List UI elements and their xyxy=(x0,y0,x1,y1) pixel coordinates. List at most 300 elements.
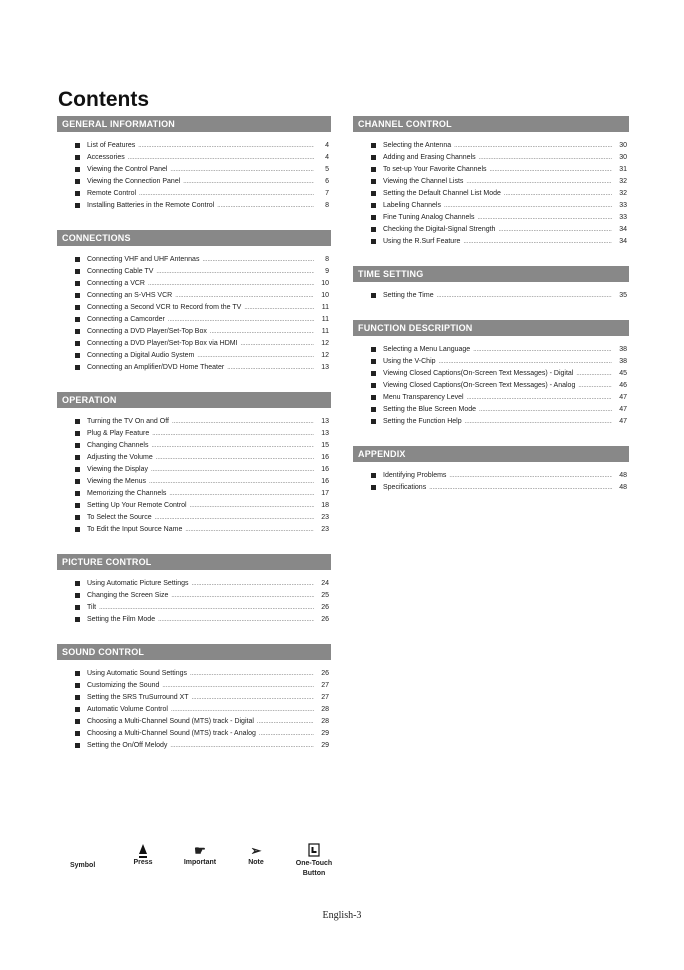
dot-leader xyxy=(175,290,314,302)
dot-leader xyxy=(151,464,314,476)
toc-entry[interactable] xyxy=(57,164,331,176)
toc-entry[interactable] xyxy=(57,716,331,728)
toc-entry-title: Setting the SRS TruSurround XT xyxy=(87,694,189,701)
toc-entry-title: Connecting a Camcorder xyxy=(87,316,165,323)
toc-entry-page-number: 17 xyxy=(321,490,329,497)
toc-entry-page-number: 28 xyxy=(321,706,329,713)
dot-leader xyxy=(138,140,314,152)
section-header: CHANNEL CONTROL xyxy=(353,116,629,132)
toc-entry[interactable] xyxy=(57,464,331,476)
toc-entry[interactable] xyxy=(57,602,331,614)
section-header: GENERAL INFORMATION xyxy=(57,116,331,132)
toc-entry-title: Memorizing the Channels xyxy=(87,490,167,497)
toc-entry-page-number: 47 xyxy=(619,418,627,425)
toc-entry-title: Connecting VHF and UHF Antennas xyxy=(87,256,200,263)
dot-leader xyxy=(152,428,314,440)
square-bullet-icon xyxy=(75,317,80,322)
dot-leader xyxy=(467,392,612,404)
dot-leader xyxy=(479,404,612,416)
toc-entry[interactable] xyxy=(57,428,331,440)
section-header: SOUND CONTROL xyxy=(57,644,331,660)
toc-section-time-setting xyxy=(353,266,629,302)
toc-entry-title: Connecting a Digital Audio System xyxy=(87,352,195,359)
square-bullet-icon xyxy=(75,329,80,334)
toc-entry[interactable] xyxy=(57,302,331,314)
toc-entry-title: To set-up Your Favorite Channels xyxy=(383,166,487,173)
toc-entry-page-number: 29 xyxy=(321,730,329,737)
toc-entry[interactable] xyxy=(57,350,331,362)
toc-entry-title: Specifications xyxy=(383,484,427,491)
toc-entry-page-number: 18 xyxy=(321,502,329,509)
dot-leader xyxy=(466,176,612,188)
dot-leader xyxy=(128,152,314,164)
toc-entry-page-number: 4 xyxy=(325,142,329,149)
toc-entry-page-number: 33 xyxy=(619,202,627,209)
toc-entry-title: Setting the Film Mode xyxy=(87,616,156,623)
toc-entry-page-number: 10 xyxy=(321,292,329,299)
toc-entry-page-number: 30 xyxy=(619,142,627,149)
toc-entry-title: Connecting a DVD Player/Set-Top Box via HDMI xyxy=(87,340,238,347)
toc-entry-list xyxy=(57,246,331,374)
toc-entry[interactable] xyxy=(353,404,629,416)
square-bullet-icon xyxy=(75,695,80,700)
toc-entry-page-number: 35 xyxy=(619,292,627,299)
square-bullet-icon xyxy=(75,581,80,586)
toc-entry[interactable] xyxy=(353,236,629,248)
toc-entry-page-number: 46 xyxy=(619,382,627,389)
toc-section-connections xyxy=(57,230,331,374)
toc-entry-title: Connecting an S-VHS VCR xyxy=(87,292,173,299)
toc-entry[interactable] xyxy=(57,680,331,692)
square-bullet-icon xyxy=(75,743,80,748)
toc-entry-title: Connecting a Second VCR to Record from the TV xyxy=(87,304,242,311)
toc-entry[interactable] xyxy=(353,176,629,188)
dot-leader xyxy=(169,488,314,500)
toc-entry[interactable] xyxy=(57,614,331,626)
dot-leader xyxy=(437,290,612,302)
dot-leader xyxy=(158,614,314,626)
square-bullet-icon xyxy=(75,617,80,622)
toc-entry[interactable] xyxy=(57,590,331,602)
toc-entry-page-number: 33 xyxy=(619,214,627,221)
square-bullet-icon xyxy=(75,365,80,370)
square-bullet-icon xyxy=(75,155,80,160)
dot-leader xyxy=(162,680,314,692)
toc-entry-page-number: 6 xyxy=(325,178,329,185)
dot-leader xyxy=(490,164,612,176)
square-bullet-icon xyxy=(75,455,80,460)
dot-leader xyxy=(465,416,612,428)
toc-entry[interactable] xyxy=(57,692,331,704)
toc-entry-title: Viewing the Control Panel xyxy=(87,166,168,173)
dot-leader xyxy=(190,500,314,512)
toc-entry-page-number: 38 xyxy=(619,358,627,365)
dot-leader xyxy=(576,368,612,380)
dot-leader xyxy=(155,512,314,524)
section-header: APPENDIX xyxy=(353,446,629,462)
toc-entry-title: Setting the Blue Screen Mode xyxy=(383,406,477,413)
square-bullet-icon xyxy=(371,293,376,298)
toc-entry-page-number: 45 xyxy=(619,370,627,377)
toc-entry[interactable] xyxy=(57,488,331,500)
dot-leader xyxy=(463,236,612,248)
toc-entry[interactable] xyxy=(57,440,331,452)
dot-leader xyxy=(170,740,314,752)
legend-symbol-label: Symbol xyxy=(70,862,96,869)
square-bullet-icon xyxy=(371,143,376,148)
toc-entry-page-number: 34 xyxy=(619,238,627,245)
toc-entry-page-number: 10 xyxy=(321,280,329,287)
toc-entry-title: Connecting a DVD Player/Set-Top Box xyxy=(87,328,207,335)
dot-leader xyxy=(217,200,314,212)
square-bullet-icon xyxy=(371,191,376,196)
toc-entry[interactable] xyxy=(57,512,331,524)
square-bullet-icon xyxy=(371,215,376,220)
toc-entry-page-number: 13 xyxy=(321,430,329,437)
toc-entry-title: To Edit the Input Source Name xyxy=(87,526,183,533)
toc-section-appendix xyxy=(353,446,629,494)
square-bullet-icon xyxy=(371,239,376,244)
square-bullet-icon xyxy=(75,605,80,610)
toc-entry-title: Viewing Closed Captions(On-Screen Text Messages) - Digital xyxy=(383,370,574,377)
dot-leader xyxy=(192,578,314,590)
toc-entry-page-number: 5 xyxy=(325,166,329,173)
toc-entry[interactable] xyxy=(353,368,629,380)
square-bullet-icon xyxy=(75,683,80,688)
toc-entry[interactable] xyxy=(57,452,331,464)
toc-entry-page-number: 26 xyxy=(321,604,329,611)
toc-entry-title: Selecting the Antenna xyxy=(383,142,452,149)
toc-entry-page-number: 23 xyxy=(321,526,329,533)
toc-entry-title: Selecting a Menu Language xyxy=(383,346,471,353)
toc-entry-page-number: 32 xyxy=(619,190,627,197)
dot-leader xyxy=(210,326,314,338)
square-bullet-icon xyxy=(75,257,80,262)
square-bullet-icon xyxy=(75,167,80,172)
dot-leader xyxy=(504,188,612,200)
toc-entry-title: Fine Tuning Analog Channels xyxy=(383,214,475,221)
dot-leader xyxy=(257,716,314,728)
toc-entry-title: Viewing the Channel Lists xyxy=(383,178,464,185)
toc-entry[interactable] xyxy=(57,152,331,164)
toc-entry[interactable] xyxy=(353,470,629,482)
toc-entry[interactable] xyxy=(57,140,331,152)
dot-leader xyxy=(454,140,612,152)
toc-entry-title: Customizing the Sound xyxy=(87,682,160,689)
press-arrow-icon xyxy=(128,843,158,859)
toc-entry[interactable] xyxy=(57,188,331,200)
square-bullet-icon xyxy=(75,305,80,310)
toc-entry-title: Checking the Digital-Signal Strength xyxy=(383,226,496,233)
legend-important: ☛ Important xyxy=(176,843,224,866)
dot-leader xyxy=(139,188,314,200)
square-bullet-icon xyxy=(75,269,80,274)
toc-entry-page-number: 8 xyxy=(325,202,329,209)
toc-entry-title: Plug & Play Feature xyxy=(87,430,150,437)
toc-entry[interactable] xyxy=(353,290,629,302)
dot-leader xyxy=(202,254,314,266)
square-bullet-icon xyxy=(75,179,80,184)
square-bullet-icon xyxy=(75,731,80,736)
toc-entry-page-number: 27 xyxy=(321,682,329,689)
toc-entry-list xyxy=(57,570,331,626)
square-bullet-icon xyxy=(75,419,80,424)
toc-left-column xyxy=(57,116,331,752)
square-bullet-icon xyxy=(75,443,80,448)
section-header: TIME SETTING xyxy=(353,266,629,282)
dot-leader xyxy=(190,668,314,680)
toc-entry[interactable] xyxy=(353,356,629,368)
toc-entry-title: Choosing a Multi-Channel Sound (MTS) track - Digital xyxy=(87,718,254,725)
dot-leader xyxy=(183,176,314,188)
toc-entry-title: Viewing the Display xyxy=(87,466,148,473)
toc-entry[interactable] xyxy=(353,140,629,152)
square-bullet-icon xyxy=(371,473,376,478)
toc-entry-title: Viewing the Connection Panel xyxy=(87,178,181,185)
toc-entry[interactable] xyxy=(353,416,629,428)
square-bullet-icon xyxy=(371,395,376,400)
square-bullet-icon xyxy=(75,353,80,358)
toc-entry-page-number: 16 xyxy=(321,466,329,473)
legend-note: ➢ Note xyxy=(242,843,270,866)
toc-entry-page-number: 27 xyxy=(321,694,329,701)
toc-entry-page-number: 29 xyxy=(321,742,329,749)
toc-entry-title: Accessories xyxy=(87,154,125,161)
toc-entry-page-number: 30 xyxy=(619,154,627,161)
section-header: OPERATION xyxy=(57,392,331,408)
legend-press: Press xyxy=(128,843,158,866)
square-bullet-icon xyxy=(75,719,80,724)
toc-entry-page-number: 7 xyxy=(325,190,329,197)
toc-section-function-description xyxy=(353,320,629,428)
square-bullet-icon xyxy=(371,359,376,364)
toc-entry-page-number: 38 xyxy=(619,346,627,353)
dot-leader xyxy=(171,704,314,716)
toc-entry[interactable] xyxy=(57,200,331,212)
toc-section-sound-control xyxy=(57,644,331,752)
symbol-legend xyxy=(58,843,348,888)
section-header: PICTURE CONTROL xyxy=(57,554,331,570)
toc-entry-list xyxy=(353,282,629,302)
toc-entry-page-number: 26 xyxy=(321,616,329,623)
dot-leader xyxy=(99,602,314,614)
dot-leader xyxy=(244,302,314,314)
toc-entry-page-number: 32 xyxy=(619,178,627,185)
toc-entry-page-number: 48 xyxy=(619,472,627,479)
toc-entry-title: Using Automatic Sound Settings xyxy=(87,670,188,677)
toc-entry[interactable] xyxy=(57,476,331,488)
toc-entry[interactable] xyxy=(353,212,629,224)
toc-entry[interactable] xyxy=(57,290,331,302)
dot-leader xyxy=(168,314,314,326)
page-title: Contents xyxy=(58,88,149,111)
toc-entry-page-number: 34 xyxy=(619,226,627,233)
square-bullet-icon xyxy=(75,203,80,208)
toc-entry[interactable] xyxy=(57,338,331,350)
dot-leader xyxy=(156,266,314,278)
toc-entry[interactable] xyxy=(57,314,331,326)
legend-one-touch-button: One-Touch Button xyxy=(290,843,338,879)
dot-leader xyxy=(578,380,612,392)
dot-leader xyxy=(171,590,314,602)
square-bullet-icon xyxy=(75,515,80,520)
dot-leader xyxy=(439,356,612,368)
square-bullet-icon xyxy=(371,383,376,388)
toc-entry-page-number: 47 xyxy=(619,394,627,401)
toc-entry-title: Installing Batteries in the Remote Control xyxy=(87,202,215,209)
toc-entry-page-number: 8 xyxy=(325,256,329,263)
square-bullet-icon xyxy=(75,281,80,286)
toc-entry-title: Connecting an Amplifier/DVD Home Theater xyxy=(87,364,225,371)
toc-section-picture-control xyxy=(57,554,331,626)
square-bullet-icon xyxy=(75,671,80,676)
toc-entry-page-number: 26 xyxy=(321,670,329,677)
dot-leader xyxy=(156,452,314,464)
dot-leader xyxy=(259,728,314,740)
toc-entry-page-number: 4 xyxy=(325,154,329,161)
toc-entry-list xyxy=(57,132,331,212)
square-bullet-icon xyxy=(371,485,376,490)
dot-leader xyxy=(172,416,314,428)
one-touch-button-icon xyxy=(290,843,338,859)
toc-entry-page-number: 12 xyxy=(321,340,329,347)
toc-entry-page-number: 47 xyxy=(619,406,627,413)
toc-entry-page-number: 12 xyxy=(321,352,329,359)
toc-entry[interactable] xyxy=(57,266,331,278)
toc-entry[interactable] xyxy=(353,164,629,176)
square-bullet-icon xyxy=(75,143,80,148)
dot-leader xyxy=(444,200,612,212)
toc-entry-title: Viewing Closed Captions(On-Screen Text Messages) - Analog xyxy=(383,382,576,389)
toc-entry-title: Identifying Problems xyxy=(383,472,447,479)
toc-entry[interactable] xyxy=(353,482,629,494)
toc-entry-list xyxy=(353,462,629,494)
square-bullet-icon xyxy=(75,341,80,346)
toc-entry-title: Tilt xyxy=(87,604,97,611)
square-bullet-icon xyxy=(371,347,376,352)
toc-entry-title: Connecting a VCR xyxy=(87,280,145,287)
toc-entry[interactable] xyxy=(353,200,629,212)
square-bullet-icon xyxy=(75,431,80,436)
toc-entry-title: Choosing a Multi-Channel Sound (MTS) track - Analog xyxy=(87,730,256,737)
dot-leader xyxy=(479,152,612,164)
square-bullet-icon xyxy=(371,179,376,184)
toc-entry-page-number: 31 xyxy=(619,166,627,173)
dot-leader xyxy=(170,164,314,176)
section-header: CONNECTIONS xyxy=(57,230,331,246)
toc-section-general-information xyxy=(57,116,331,212)
toc-entry-title: Adjusting the Volume xyxy=(87,454,153,461)
toc-entry-title: Setting the On/Off Melody xyxy=(87,742,168,749)
square-bullet-icon xyxy=(75,191,80,196)
toc-entry-list xyxy=(353,132,629,248)
square-bullet-icon xyxy=(75,707,80,712)
dot-leader xyxy=(152,440,315,452)
toc-entry[interactable] xyxy=(57,740,331,752)
toc-entry[interactable] xyxy=(57,668,331,680)
square-bullet-icon xyxy=(371,227,376,232)
square-bullet-icon xyxy=(371,203,376,208)
toc-entry[interactable] xyxy=(57,524,331,536)
toc-entry-title: Remote Control xyxy=(87,190,137,197)
dot-leader xyxy=(148,278,314,290)
toc-entry[interactable] xyxy=(353,380,629,392)
toc-entry[interactable] xyxy=(57,326,331,338)
toc-entry[interactable] xyxy=(353,188,629,200)
toc-entry-title: List of Features xyxy=(87,142,136,149)
toc-entry-page-number: 24 xyxy=(321,580,329,587)
toc-section-operation xyxy=(57,392,331,536)
toc-entry[interactable] xyxy=(353,344,629,356)
dot-leader xyxy=(473,344,612,356)
toc-entry[interactable] xyxy=(57,578,331,590)
dot-leader xyxy=(227,362,314,374)
toc-section-channel-control xyxy=(353,116,629,248)
toc-entry[interactable] xyxy=(57,704,331,716)
toc-entry-title: Using the R.Surf Feature xyxy=(383,238,461,245)
toc-entry[interactable] xyxy=(353,224,629,236)
toc-entry-title: Setting Up Your Remote Control xyxy=(87,502,187,509)
square-bullet-icon xyxy=(371,155,376,160)
toc-entry[interactable] xyxy=(57,416,331,428)
toc-entry[interactable] xyxy=(57,254,331,266)
toc-entry-list xyxy=(57,408,331,536)
toc-entry[interactable] xyxy=(57,176,331,188)
toc-entry[interactable] xyxy=(353,152,629,164)
toc-entry-title: Turning the TV On and Off xyxy=(87,418,169,425)
toc-entry-title: Using Automatic Picture Settings xyxy=(87,580,189,587)
toc-entry-page-number: 15 xyxy=(321,442,329,449)
toc-entry-page-number: 28 xyxy=(321,718,329,725)
toc-entry-title: Viewing the Menus xyxy=(87,478,147,485)
dot-leader xyxy=(192,692,314,704)
section-header: FUNCTION DESCRIPTION xyxy=(353,320,629,336)
pointing-hand-icon: ☛ xyxy=(194,843,206,858)
toc-entry-title: Adding and Erasing Channels xyxy=(383,154,476,161)
toc-entry-page-number: 13 xyxy=(321,364,329,371)
square-bullet-icon xyxy=(75,503,80,508)
toc-entry-title: Connecting Cable TV xyxy=(87,268,154,275)
toc-entry-title: Menu Transparency Level xyxy=(383,394,464,401)
dot-leader xyxy=(498,224,612,236)
toc-entry[interactable] xyxy=(57,728,331,740)
square-bullet-icon xyxy=(371,167,376,172)
toc-entry[interactable] xyxy=(57,278,331,290)
dot-leader xyxy=(449,470,612,482)
toc-entry-list xyxy=(57,660,331,752)
toc-entry-page-number: 13 xyxy=(321,418,329,425)
square-bullet-icon xyxy=(75,491,80,496)
dot-leader xyxy=(477,212,612,224)
toc-entry[interactable] xyxy=(57,500,331,512)
toc-entry-page-number: 16 xyxy=(321,478,329,485)
toc-entry-title: Setting the Function Help xyxy=(383,418,462,425)
square-bullet-icon xyxy=(75,293,80,298)
dot-leader xyxy=(185,524,314,536)
toc-entry[interactable] xyxy=(353,392,629,404)
toc-entry[interactable] xyxy=(57,362,331,374)
toc-entry-list xyxy=(353,336,629,428)
toc-entry-page-number: 48 xyxy=(619,484,627,491)
dot-leader xyxy=(429,482,612,494)
toc-entry-title: Automatic Volume Control xyxy=(87,706,168,713)
toc-entry-page-number: 11 xyxy=(321,328,329,335)
toc-entry-title: Changing the Screen Size xyxy=(87,592,169,599)
toc-entry-page-number: 16 xyxy=(321,454,329,461)
dot-leader xyxy=(241,338,314,350)
toc-entry-page-number: 25 xyxy=(321,592,329,599)
square-bullet-icon xyxy=(75,593,80,598)
